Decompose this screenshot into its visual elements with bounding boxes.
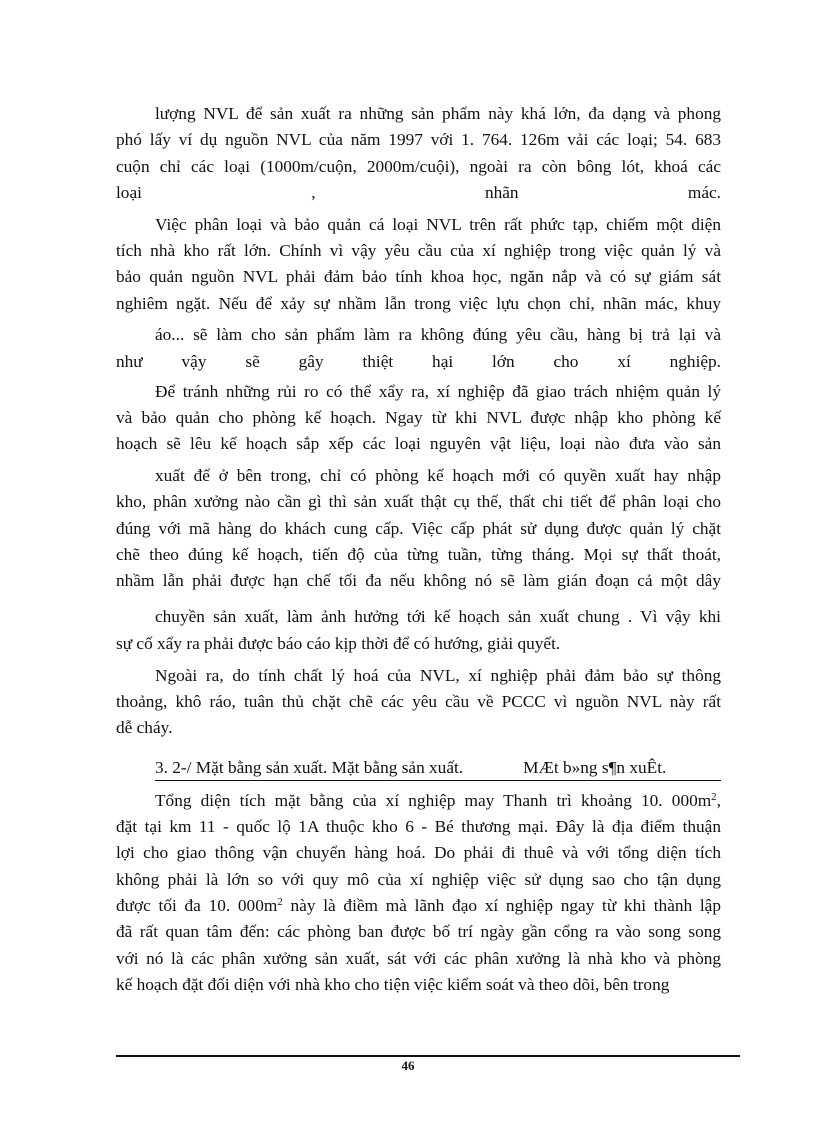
body-line: Để tránh những rủi ro có thể xẩy ra, xí nghiệp đã giao trách nhiệm quản lý	[155, 382, 721, 401]
body-line: hoạch sẽ lêu kế hoạch sắp xếp các loại nguyên vật liệu, loại nào đưa vào sản	[116, 434, 721, 453]
body-line: lượng NVL để sản xuất ra những sản phẩm này khá lớn, đa dạng và phong	[155, 104, 721, 123]
body-line: như vậy sẽ gây thiệt hại lớn cho xí nghiệp.	[116, 352, 721, 371]
body-line: bảo quản nguồn NVL phải đảm bảo tính khoa học, ngăn nắp và có sự giám sát	[116, 267, 721, 286]
body-line	[116, 894, 721, 918]
body-line: chuyền sản xuất, làm ảnh hưởng tới kế hoạch sản xuất chung . Vì vậy khi	[155, 607, 721, 626]
body-line: áo... sẽ làm cho sản phẩm làm ra không đúng yêu cầu, hàng bị trả lại và	[155, 325, 721, 344]
body-line: chẽ theo đúng kế hoạch, tiến độ của từng tuần, từng tháng. Mọi sự thất thoát,	[116, 545, 721, 564]
body-text: này là điềm mà lãnh đạo xí nghiệp ngay từ khi thành lập	[282, 896, 721, 915]
body-line: Ngoài ra, do tính chất lý hoá của NVL, xí nghiệp phải đảm bảo sự thông	[155, 666, 721, 685]
body-line: đúng với mã hàng do khách cung cấp. Việc cấp phát sử dụng được quản lý chặt	[116, 519, 721, 538]
body-line: đặt tại km 11 - quốc lộ 1A thuộc kho 6 - Bé thương mại. Đây là địa điểm thuận	[116, 817, 721, 836]
body-line: không phải là lớn so với quy mô của xí nghiệp việc sử dụng sao cho tận dụng	[116, 870, 721, 889]
footer-rule	[116, 1055, 740, 1057]
body-line	[116, 181, 721, 205]
superscript: 2	[711, 791, 717, 803]
superscript: 2	[277, 896, 283, 908]
body-line: đã rất quan tâm đến: các phòng ban được bố trí ngày gần cổng ra vào song song	[116, 922, 721, 941]
body-line: kho, phân xưởng nào cần gì thì sản xuất thật cụ thể, thất chi tiết để phân loại cho	[116, 492, 721, 511]
section-heading-garbled: MÆt b»ng s¶n xuÊt.	[523, 758, 667, 777]
body-line: lợi cho giao thông vận chuyển hàng hoá. Do phải đi thuê và với tổng diện tích	[116, 843, 721, 862]
body-line: tích nhà kho rất lớn. Chính vì vậy yêu cầu của xí nghiệp trong việc quản lý và	[116, 241, 721, 260]
section-heading-text: 3. 2-/ Mặt bằng sản xuất. Mặt bằng sản xuất.	[155, 758, 464, 777]
body-line: sự cố xẩy ra phải được báo cáo kịp thời để có hướng, giải quyết.	[116, 634, 561, 653]
body-line: dễ cháy.	[116, 718, 173, 737]
body-line: cuộn chỉ các loại (1000m/cuộn, 2000m/cuội), ngoài ra còn bông lót, khoá các	[116, 157, 721, 176]
area-text: được tối đa 10. 000m	[116, 896, 278, 915]
section-heading	[155, 756, 721, 781]
body-line: thoảng, khô ráo, tuân thủ chặt chẽ các yêu cầu về PCCC vì nguồn NVL này rất	[116, 692, 721, 711]
area-text: Tổng diện tích mặt bằng của xí nghiệp may Thanh trì khoảng 10. 000m	[155, 791, 712, 810]
body-line: kế hoạch đặt đối diện với nhà kho cho tiện việc kiểm soát và theo dõi, bên trong	[116, 975, 670, 994]
body-line	[155, 789, 721, 813]
body-line: phó lấy ví dụ nguồn NVL của năm 1997 với 1. 764. 126m vải các loại; 54. 683	[116, 130, 721, 149]
body-line: xuất để ở bên trong, chỉ có phòng kế hoạch mới có quyền xuất hay nhập	[155, 466, 721, 485]
body-line: nhầm lẫn phải được hạn chế tối đa nếu không nó sẽ làm gián đoạn cả một dây	[116, 571, 721, 590]
body-line: nghiêm ngặt. Nếu để xảy sự nhầm lẫn trong việc lựu chọn chỉ, nhãn mác, khuy	[116, 294, 721, 313]
body-line: và bảo quản cho phòng kế hoạch. Ngay từ khi NVL được nhập kho phòng kế	[116, 408, 721, 427]
body-line: với nó là các phân xưởng sản xuất, sát với các phân xưởng là nhà kho và phòng	[116, 949, 721, 968]
loai-text: loại , nhãn mác.	[116, 183, 721, 202]
page-number: 46	[401, 1058, 415, 1073]
comma-text: ,	[716, 791, 721, 810]
body-line: Việc phân loại và bảo quản cá loại NVL trên rất phức tạp, chiếm một diện	[155, 215, 721, 234]
